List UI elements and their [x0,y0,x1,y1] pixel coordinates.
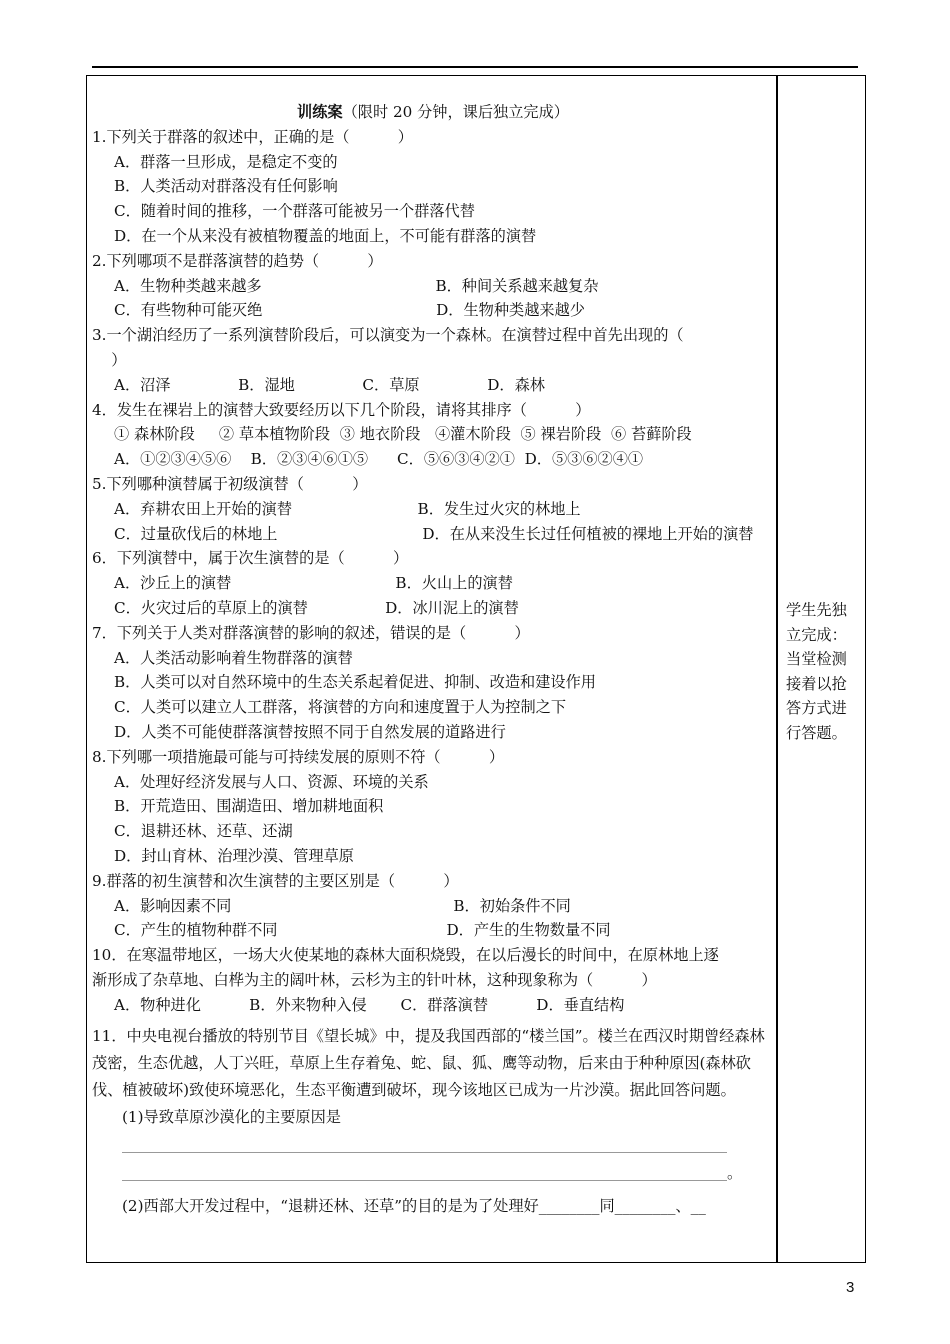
question-option[interactable]: A．物种进化 B．外来物种入侵 C．群落演替 D．垂直结构 [114,995,625,1014]
question-option[interactable]: A．弃耕农田上开始的演替 B．发生过火灾的林地上 [114,499,581,518]
question-11 [92,1023,774,1220]
question-option[interactable]: A．影响因素不同 B．初始条件不同 [114,896,571,915]
question-list [92,125,774,1018]
title-rest: （限时 20 分钟，课后独立完成） [342,103,569,121]
question-option[interactable]: D．人类不可能使群落演替按照不同于自然发展的道路进行 [114,722,506,741]
question-option[interactable]: C．有些物种可能灭绝 D．生物种类越来越少 [114,301,585,320]
question-stem: 9.群落的初生演替和次生演替的主要区别是（ ） [92,871,459,890]
question-option[interactable]: B．开荒造田、围湖造田、增加耕地面积 [114,797,384,816]
question-option[interactable]: A．处理好经济发展与人口、资源、环境的关系 [114,772,429,791]
question-stem-continued: ） [92,350,127,369]
question-stem: 10．在寒温带地区，一场大火使某地的森林大面积烧毁，在以后漫长的时间中，在原林地上逐 [92,946,719,965]
question-option[interactable]: D．在一个从来没有被植物覆盖的地面上，不可能有群落的演替 [114,226,537,245]
blank-period: 。 [727,1164,743,1183]
question-stem: 4．发生在裸岩上的演替大致要经历以下几个阶段，请将其排序（ ） [92,400,591,419]
question-stem: 6．下列演替中，属于次生演替的是（ ） [92,549,409,568]
question-stem: 7．下列关于人类对群落演替的影响的叙述，错误的是（ ） [92,623,530,642]
question-stem-continued: 渐形成了杂草地、白桦为主的阔叶林，云杉为主的针叶林，这种现象称为（ ） [92,970,657,989]
question-option[interactable]: C．产生的植物种群不同 D．产生的生物数量不同 [114,921,611,940]
question-option[interactable]: C．退耕还林、还草、还湖 [114,822,293,841]
question-option[interactable]: A．人类活动影响着生物群落的演替 [114,648,353,667]
question-stem: 2.下列哪项不是群落演替的趋势（ ） [92,251,383,270]
question-stem: 1.下列关于群落的叙述中，正确的是（ ） [92,127,413,146]
question-stem: 3.一个湖泊经历了一系列演替阶段后，可以演变为一个森林。在演替过程中首先出现的（ [92,326,684,345]
question-option[interactable]: ① 森林阶段 ② 草本植物阶段 ③ 地衣阶段 ④灌木阶段 ⑤ 裸岩阶段 ⑥ 苔藓阶段 [114,425,692,444]
q11-sub2: (2)西部大开发过程中，“退耕还林、还草”的目的是为了处理好________同________、__ [122,1197,706,1216]
question-option[interactable]: A．生物种类越来越多 B．种间关系越来越复杂 [114,276,599,295]
question-option[interactable]: A．沼泽 B．湿地 C．草原 D．森林 [114,375,545,394]
teacher-note: 学生先独立完成：当堂检测接着以抢答方式进行答题。 [786,601,847,742]
section-title [92,100,774,125]
question-stem: 8.下列哪一项措施最可能与可持续发展的原则不符（ ） [92,747,505,766]
question-option[interactable]: C．过量砍伐后的林地上 D．在从来没生长过任何植被的裸地上开始的演替 [114,524,754,543]
title-bold: 训练案 [297,103,343,121]
header-rule [92,66,858,68]
question-option[interactable]: B．人类活动对群落没有任何影响 [114,177,338,196]
question-option[interactable]: A．①②③④⑤⑥ B．②③④⑥①⑤ C．⑤⑥③④②① D．⑤③⑥②④① [114,450,644,469]
exercise-column [92,100,774,1220]
question-stem: 5.下列哪种演替属于初级演替（ ） [92,474,368,493]
question-option[interactable]: A．群落一旦形成，是稳定不变的 [114,152,338,171]
question-option[interactable]: C．火灾过后的草原上的演替 D．冰川泥上的演替 [114,598,519,617]
q11-sub1: (1)导致草原沙漠化的主要原因是 [122,1108,341,1127]
answer-blank-1[interactable] [92,1131,774,1159]
answer-blank-2[interactable] [92,1159,774,1187]
question-option[interactable]: A．沙丘上的演替 B．火山上的演替 [114,574,513,593]
question-option[interactable]: C．随着时间的推移，一个群落可能被另一个群落代替 [114,202,475,221]
q11-stem: 11．中央电视台播放的特别节目《望长城》中，提及我国西部的“楼兰国”。楼兰在西汉时期曾经森林茂密，生态优越，人丁兴旺，草原上生存着兔、蛇、鼠、狐、鹰等动物，后来由于种种原因(森林砍伐、植被破坏)致使环境恶化，生态平衡遭到破坏，现今该地区已成为一片沙漠。据此回答问题。 [92,1027,765,1100]
question-option[interactable]: B．人类可以对自然环境中的生态关系起着促进、抑制、改造和建设作用 [114,673,596,692]
question-option[interactable]: C．人类可以建立人工群落，将演替的方向和速度置于人为控制之下 [114,698,567,717]
question-option[interactable]: D．封山育林、治理沙漠、管理草原 [114,846,354,865]
page-number: 3 [846,1279,855,1296]
column-divider [776,75,778,1263]
